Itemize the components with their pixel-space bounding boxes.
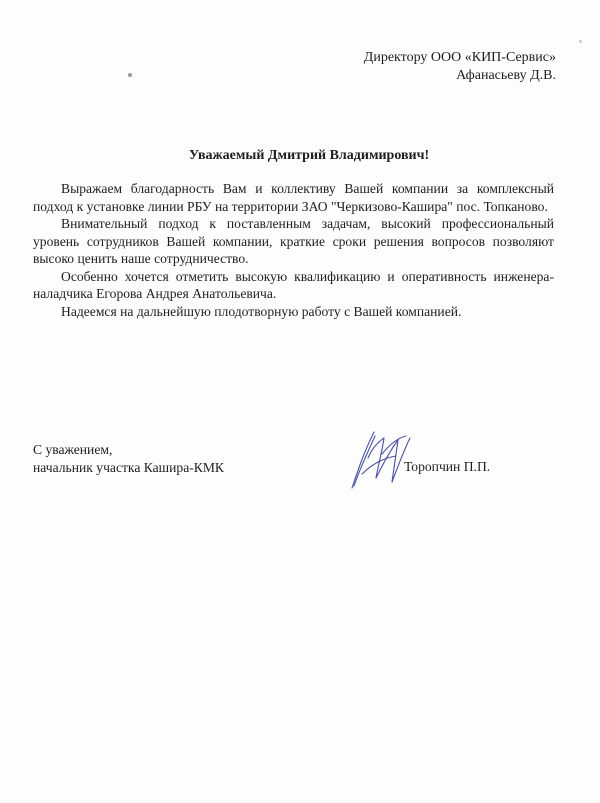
paragraph-gratitude: Выражаем благодарность Вам и коллективу Вашей компании за комплексный подход к установке линии РБУ на территории ЗАО "Черкизово-Кашира" пос. Топканово. [33, 181, 554, 214]
scan-speck [579, 40, 582, 43]
paragraph-hope: Надеемся на дальнейшую плодотворную работу с Вашей компанией. [61, 303, 462, 319]
closing-block [33, 441, 224, 477]
letter-body [33, 180, 554, 320]
signer-name: Торопчин П.П. [404, 459, 491, 474]
addressee-line-1: Директору ООО «КИП-Сервис» [363, 50, 556, 65]
closing-position: начальник участка Кашира-КМК [33, 460, 225, 475]
scan-speck [128, 73, 132, 77]
addressee-line-2: Афанасьеву Д.В. [456, 68, 556, 83]
paragraph-engineer: Особенно хочется отметить высокую квалификацию и оперативность инженера-наладчика Егорова Андрея Анатольевича. [33, 268, 554, 301]
paragraph-approach: Внимательный подход к поставленным задачам, высокий профессиональный уровень сотрудников Вашей компании, краткие сроки решения вопросов позволяют высоко ценить наше сотрудничество. [33, 216, 554, 266]
closing-regards: С уважением, [33, 442, 113, 457]
salutation: Уважаемый Дмитрий Владимирович! [188, 148, 430, 163]
addressee-block [364, 49, 556, 85]
